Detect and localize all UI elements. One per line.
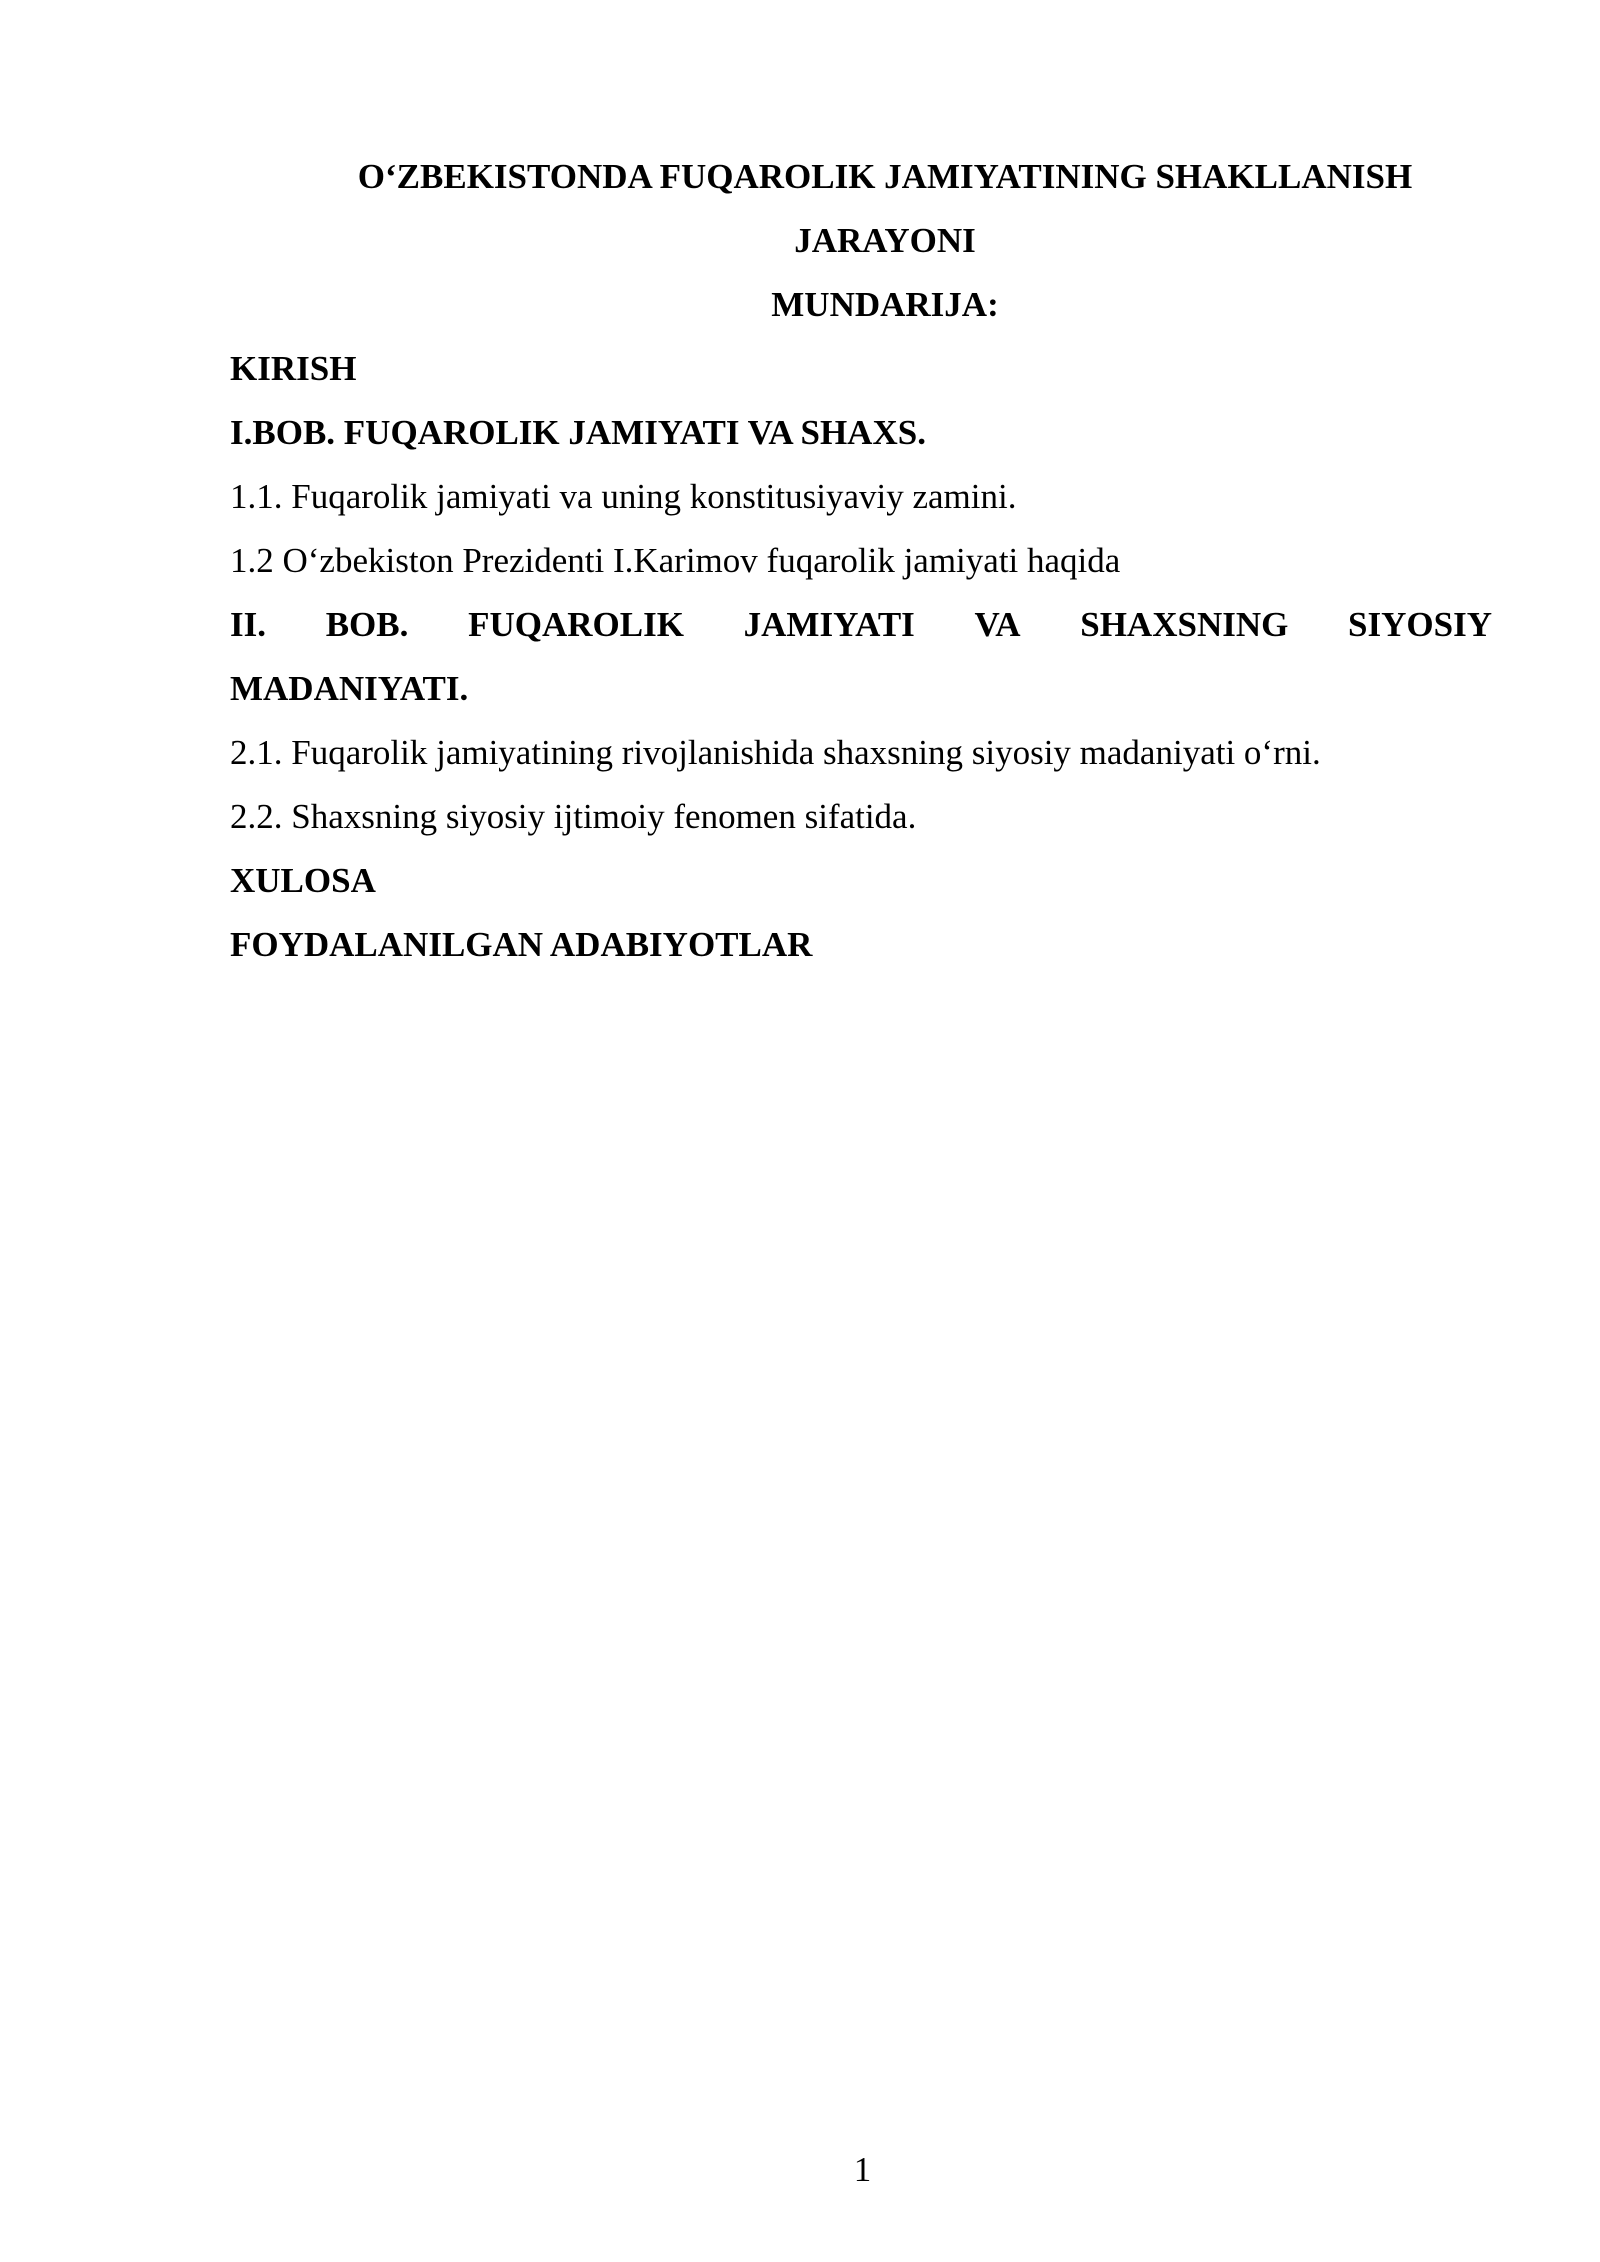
toc-item-intro: KIRISH: [230, 349, 357, 388]
page-number: 1: [853, 2150, 872, 2189]
toc-item-chapter-1: I.BOB. FUQAROLIK JAMIYATI VA SHAXS.: [230, 413, 926, 452]
document-title-line-2: JARAYONI: [794, 221, 976, 260]
toc-item-references: FOYDALANILGAN ADABIYOTLAR: [230, 925, 813, 964]
document-content: [230, 145, 1492, 977]
chapter-2-word: SHAXSNING: [1080, 605, 1289, 644]
chapter-2-word: II.: [230, 605, 266, 644]
toc-item-conclusion: XULOSA: [230, 861, 376, 900]
toc-item-section-2-1: 2.1. Fuqarolik jamiyatining rivojlanishida shaxsning siyosiy madaniyati o‘rni.: [230, 733, 1321, 772]
toc-item-section-1-2: 1.2 O‘zbekiston Prezidenti I.Karimov fuqarolik jamiyati haqida: [230, 541, 1121, 580]
toc-heading: MUNDARIJA:: [771, 285, 999, 324]
chapter-2-word: JAMIYATI: [743, 605, 915, 644]
chapter-2-word: FUQAROLIK: [468, 605, 684, 644]
document-title-line-1: O‘ZBEKISTONDA FUQAROLIK JAMIYATINING SHAKLLANISH: [357, 157, 1413, 196]
toc-item-chapter-2-line-2: MADANIYATI.: [230, 669, 469, 708]
chapter-2-word: BOB.: [325, 605, 409, 644]
toc-item-section-1-1: 1.1. Fuqarolik jamiyati va uning konstitusiyaviy zamini.: [230, 477, 1017, 516]
toc-item-section-2-2: 2.2. Shaxsning siyosiy ijtimoiy fenomen sifatida.: [230, 797, 917, 836]
chapter-2-word: SIYOSIY: [1348, 605, 1492, 644]
toc-item-chapter-2-line-1: [230, 593, 1492, 657]
chapter-2-word: VA: [974, 605, 1021, 644]
